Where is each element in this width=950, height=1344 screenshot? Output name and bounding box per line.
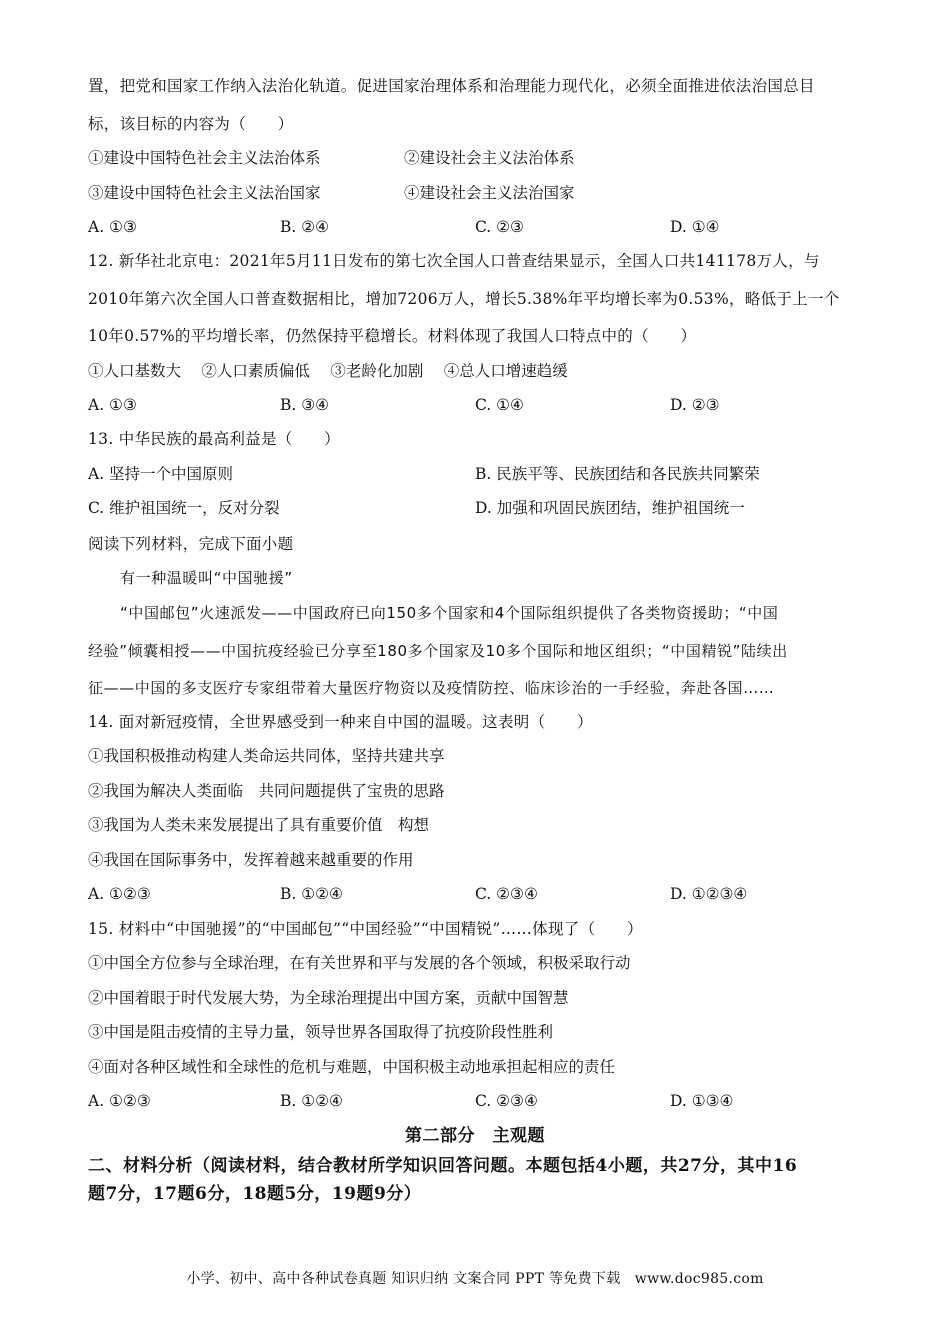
material-intro: 阅读下列材料，完成下面小题 (88, 535, 294, 553)
material-line3: 征——中国的多支医疗专家组带着大量医疗物资以及疫情防控、临床诊治的一手经验，奔赴各国…… (88, 679, 775, 697)
q12-option-b: B. ③④ (280, 396, 330, 414)
q15-item-1: ①中国全方位参与全球治理，在有关世界和平与发展的各个领域，积极采取行动 (88, 954, 631, 972)
q14-item-3: ③我国为人类未来发展提出了具有重要价值 构想 (88, 816, 430, 834)
q11-option-b: B. ②④ (280, 218, 330, 236)
q14-item-1: ①我国积极推动构建人类命运共同体，坚持共建共享 (88, 747, 445, 765)
q14-option-d: D. ①②③④ (670, 885, 748, 903)
q15-option-c: C. ②③④ (475, 1092, 538, 1110)
q15-option-b: B. ①②④ (280, 1092, 343, 1110)
page-footer: 小学、初中、高中各种试卷真题 知识归纳 文案合同 PPT 等免费下载 www.doc985.com (186, 1271, 764, 1287)
q12-option-a: A. ①③ (88, 396, 137, 414)
q13-option-c: C. 维护祖国统一，反对分裂 (88, 499, 280, 517)
part2-heading-line1: 二、材料分析（阅读材料，结合教材所学知识回答问题。本题包括4小题，共27分，其中16 (88, 1156, 798, 1176)
q15-item-3: ③中国是阻击疫情的主导力量，领导世界各国取得了抗疫阶段性胜利 (88, 1023, 554, 1041)
q14-stem: 14. 面对新冠疫情，全世界感受到一种来自中国的温暖。这表明（ ） (88, 713, 593, 731)
q12-stem-line3: 10年0.57%的平均增长率，仍然保持平稳增长。材料体现了我国人口特点中的（ ） (88, 327, 697, 345)
q12-option-d: D. ②③ (670, 396, 720, 414)
material-line1: “中国邮包”火速派发——中国政府已向150多个国家和4个国际组织提供了各类物资援助；“中国 (120, 604, 779, 622)
q12-option-c: C. ①④ (475, 396, 524, 414)
q11-stem-line1: 置，把党和国家工作纳入法治化轨道。促进国家治理体系和治理能力现代化，必须全面推进依法治国总目 (88, 77, 815, 95)
q15-option-a: A. ①②③ (88, 1092, 151, 1110)
q11-item-1: ①建设中国特色社会主义法治体系 (88, 149, 321, 167)
q13-stem: 13. 中华民族的最高利益是（ ） (88, 430, 340, 448)
material-title: 有一种温暖叫“中国驰援” (120, 569, 293, 587)
q15-item-2: ②中国着眼于时代发展大势，为全球治理提出中国方案，贡献中国智慧 (88, 989, 569, 1007)
material-line2: 经验”倾囊相授——中国抗疫经验已分享至180多个国家及10多个国际和地区组织；“中国精锐”陆续出 (88, 642, 788, 660)
q14-item-2: ②我国为解决人类面临 共同问题提供了宝贵的思路 (88, 782, 445, 800)
q13-option-a: A. 坚持一个中国原则 (88, 465, 234, 483)
q11-item-4: ④建设社会主义法治国家 (404, 184, 575, 202)
q13-option-b: B. 民族平等、民族团结和各民族共同繁荣 (475, 465, 760, 483)
q12-items: ①人口基数大 ②人口素质偏低 ③老龄化加剧 ④总人口增速趋缓 (88, 362, 568, 380)
q11-item-3: ③建设中国特色社会主义法治国家 (88, 184, 321, 202)
part2-heading-line2: 题7分，17题6分，18题5分，19题9分） (88, 1184, 422, 1204)
q11-item-2: ②建设社会主义法治体系 (404, 149, 575, 167)
q14-item-4: ④我国在国际事务中，发挥着越来越重要的作用 (88, 851, 414, 869)
q12-stem-line2: 2010年第六次全国人口普查数据相比，增加7206万人，增长5.38%年平均增长率为0.53%，略低于上一个 (88, 290, 840, 308)
q11-option-c: C. ②③ (475, 218, 524, 236)
q14-option-a: A. ①②③ (88, 885, 151, 903)
part2-title: 第二部分 主观题 (405, 1126, 545, 1146)
q14-option-b: B. ①②④ (280, 885, 343, 903)
q15-option-d: D. ①③④ (670, 1092, 734, 1110)
q11-option-d: D. ①④ (670, 218, 720, 236)
q15-item-4: ④面对各种区域性和全球性的危机与难题，中国积极主动地承担起相应的责任 (88, 1058, 616, 1076)
q13-option-d: D. 加强和巩固民族团结，维护祖国统一 (475, 499, 745, 517)
q12-stem-line1: 12. 新华社北京电：2021年5月11日发布的第七次全国人口普查结果显示，全国人口共141178万人，与 (88, 252, 820, 270)
q11-stem-line2: 标，该目标的内容为（ ） (88, 115, 294, 133)
q14-option-c: C. ②③④ (475, 885, 538, 903)
q11-option-a: A. ①③ (88, 218, 137, 236)
q15-stem: 15. 材料中“中国驰援”的“中国邮包”“中国经验”“中国精锐”……体现了（ ） (88, 920, 643, 938)
